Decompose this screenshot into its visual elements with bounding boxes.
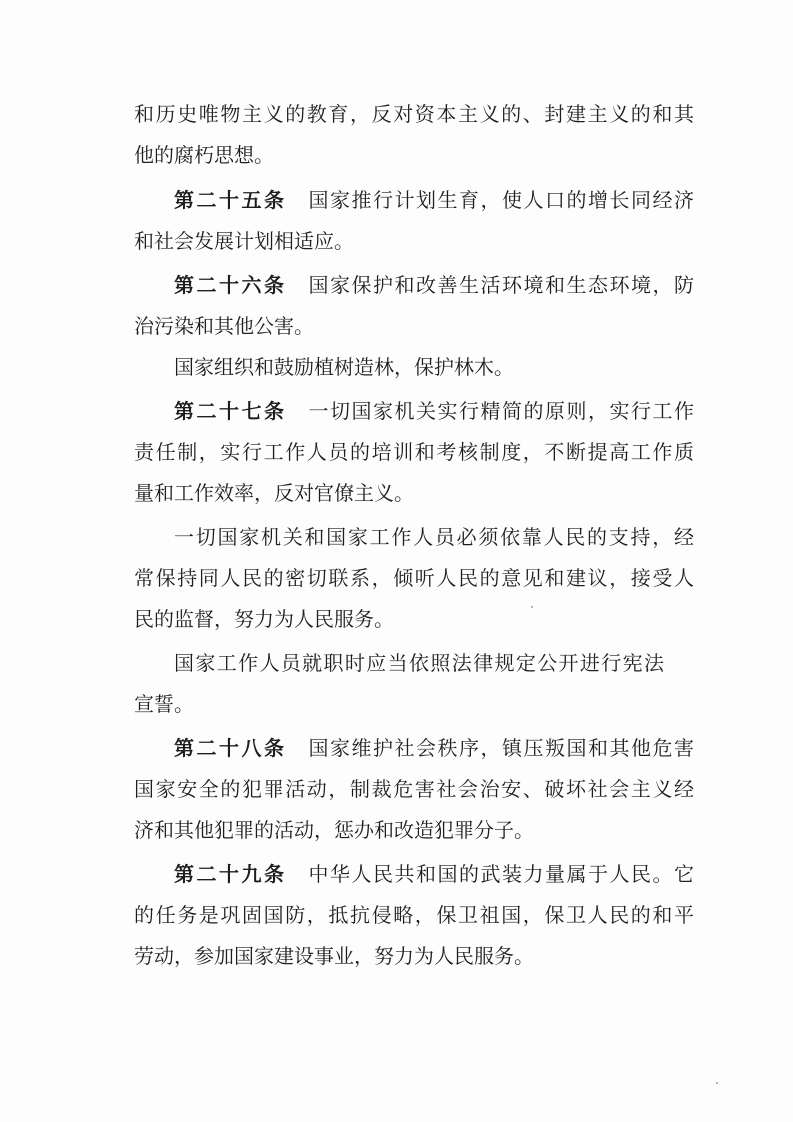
line-text: 国家推行计划生育，使人口的增长同经济 [308, 188, 694, 212]
text-line [134, 227, 694, 255]
article-29-title: 第二十九条 [174, 862, 287, 886]
text-line [134, 564, 694, 592]
line-text: 他的腐朽思想。 [134, 143, 274, 167]
text-line [174, 353, 694, 381]
line-text: 和历史唯物主义的教育，反对资本主义的、封建主义的和其 [134, 102, 694, 126]
article-27-title: 第二十七条 [174, 399, 287, 423]
article-25-title: 第二十五条 [174, 188, 287, 212]
text-line [134, 479, 694, 507]
text-line [174, 649, 664, 677]
article-28-heading-line [174, 734, 694, 762]
line-text: 责任制，实行工作人员的培训和考核制度，不断提高工作质 [134, 440, 694, 464]
text-line [134, 816, 694, 844]
line-text: 劳动，参加国家建设事业，努力为人民服务。 [134, 944, 534, 968]
text-line [134, 775, 694, 803]
article-26-heading-line [174, 271, 694, 299]
text-line [134, 942, 694, 970]
text-line [134, 605, 694, 633]
text-line [134, 690, 694, 718]
scan-speck [716, 1082, 718, 1084]
article-29-heading-line [174, 860, 694, 888]
line-text: 和社会发展计划相适应。 [134, 229, 354, 253]
article-26-title: 第二十六条 [174, 273, 287, 297]
line-text: 中华人民共和国的武装力量属于人民。它 [308, 862, 694, 886]
line-text: 常保持同人民的密切联系，倾听人民的意见和建议，接受人 [134, 566, 694, 590]
text-line [174, 523, 694, 551]
scan-speck [531, 606, 533, 608]
line-text: 的任务是巩固国防，抵抗侵略，保卫祖国，保卫人民的和平 [134, 903, 694, 927]
line-text: 国家组织和鼓励植树造林，保护林木。 [174, 355, 514, 379]
article-27-heading-line [174, 397, 694, 425]
article-28-title: 第二十八条 [174, 736, 287, 760]
text-line [134, 141, 694, 169]
line-text: 济和其他犯罪的活动，惩办和改造犯罪分子。 [134, 818, 534, 842]
text-line [134, 100, 694, 128]
line-text: 治污染和其他公害。 [134, 314, 314, 338]
line-text: 国家安全的犯罪活动，制裁危害社会治安、破坏社会主义经 [134, 777, 694, 801]
line-text: 一切国家机关实行精简的原则，实行工作 [308, 399, 694, 423]
line-text: 宣誓。 [134, 692, 194, 716]
text-line [134, 438, 694, 466]
line-text: 国家保护和改善生活环境和生态环境，防 [308, 273, 694, 297]
line-text: 一切国家机关和国家工作人员必须依靠人民的支持，经 [174, 525, 694, 549]
line-text: 国家工作人员就职时应当依照法律规定公开进行宪法 [174, 651, 664, 675]
line-text: 国家维护社会秩序，镇压叛国和其他危害 [308, 736, 694, 760]
line-text: 民的监督，努力为人民服务。 [134, 607, 394, 631]
text-line [134, 901, 694, 929]
line-text: 量和工作效率，反对官僚主义。 [134, 481, 414, 505]
text-line [134, 312, 694, 340]
article-25-heading-line [174, 186, 694, 214]
